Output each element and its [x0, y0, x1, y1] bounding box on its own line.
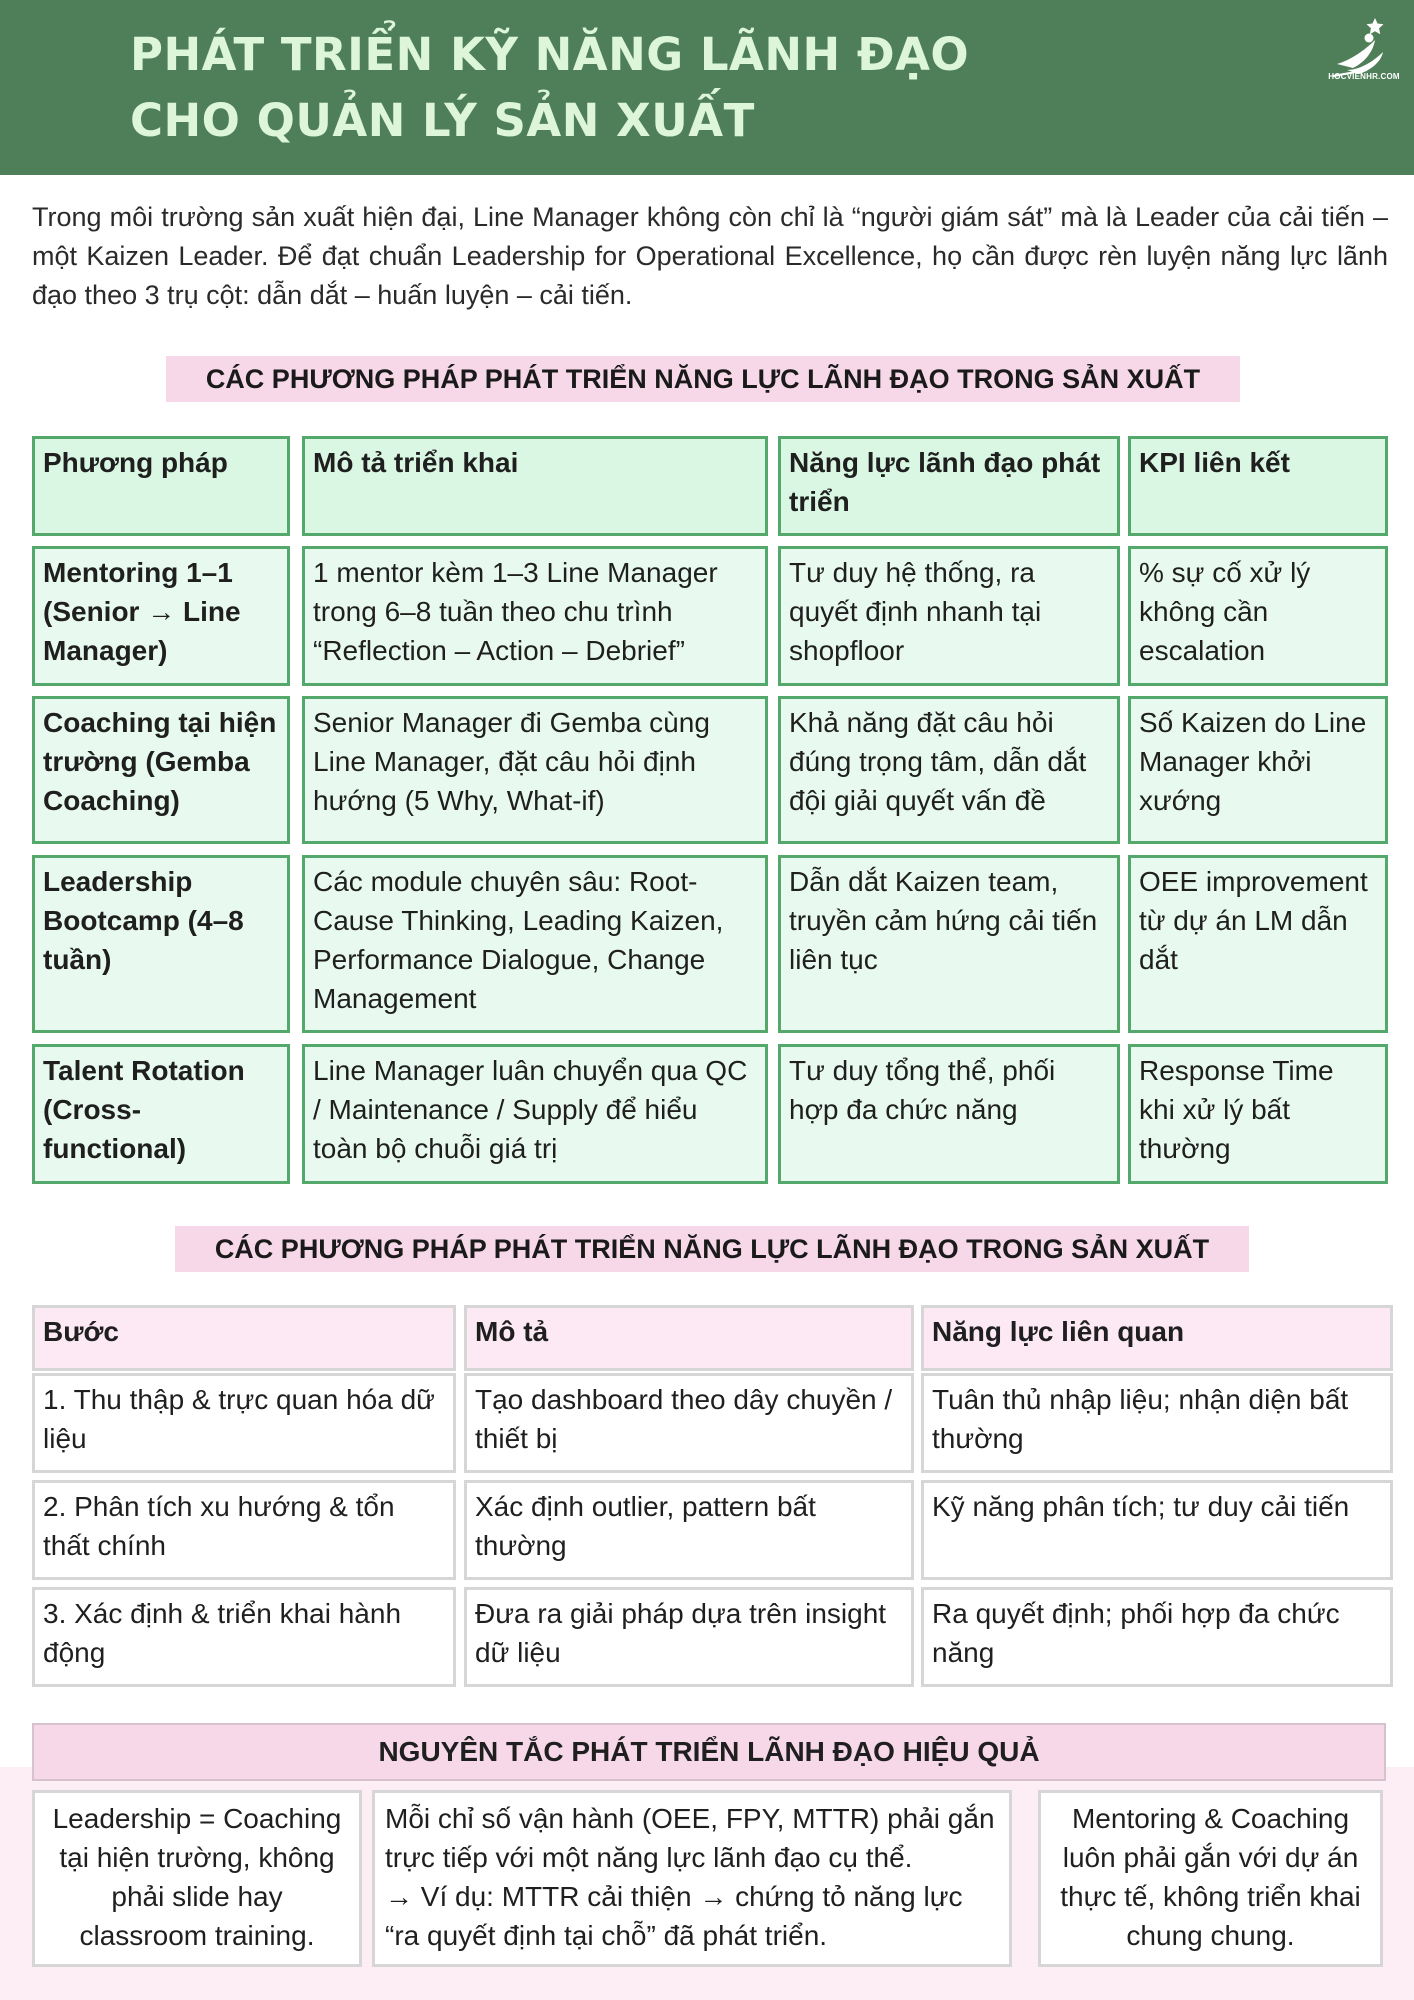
principle-middle-line-1: Mỗi chỉ số vận hành (OEE, FPY, MTTR) phải gắn trực tiếp với một năng lực lãnh đạo cụ thể. [385, 1803, 995, 1873]
principles-title: NGUYÊN TẮC PHÁT TRIỂN LÃNH ĐẠO HIỆU QUẢ [32, 1723, 1386, 1781]
principle-box-right: Mentoring & Coaching luôn phải gắn với dự án thực tế, không triển khai chung chung. [1038, 1790, 1383, 1967]
table-header-cell: KPI liên kết [1128, 436, 1388, 536]
intro-paragraph: Trong môi trường sản xuất hiện đại, Line Manager không còn chỉ là “người giám sát” mà là Leader của cải tiến – một Kaizen Leader. Để đạt chuẩn Leadership for Operational Excellence, họ cần được rèn luyện năng lực lãnh đạo theo 3 trụ cột: dẫn dắt – huấn luyện – cải tiến. [32, 202, 1388, 310]
table-cell: OEE improvement từ dự án LM dẫn dắt [1128, 855, 1388, 1033]
table-cell: Số Kaizen do Line Manager khởi xướng [1128, 696, 1388, 844]
table-cell: Tư duy hệ thống, ra quyết định nhanh tại shopfloor [778, 546, 1120, 686]
principle-middle-line-2: → Ví dụ: MTTR cải thiện → chứng tỏ năng lực “ra quyết định tại chỗ” đã phát triển. [385, 1881, 963, 1951]
table-cell: Response Time khi xử lý bất thường [1128, 1044, 1388, 1184]
table-cell: Tư duy tổng thể, phối hợp đa chức năng [778, 1044, 1120, 1184]
table-cell: Khả năng đặt câu hỏi đúng trọng tâm, dẫn dắt đội giải quyết vấn đề [778, 696, 1120, 844]
table-cell: 2. Phân tích xu hướng & tổn thất chính [32, 1480, 456, 1580]
page-header [0, 0, 1414, 175]
page-title-line-2: CHO QUẢN LÝ SẢN XUẤT [130, 94, 755, 147]
page-title-line-1: PHÁT TRIỂN KỸ NĂNG LÃNH ĐẠO [130, 28, 970, 81]
table-cell: Tuân thủ nhập liệu; nhận diện bất thường [921, 1373, 1393, 1473]
section-1-title: CÁC PHƯƠNG PHÁP PHÁT TRIỂN NĂNG LỰC LÃNH ĐẠO TRONG SẢN XUẤT [166, 356, 1240, 402]
table-cell: Dẫn dắt Kaizen team, truyền cảm hứng cải tiến liên tục [778, 855, 1120, 1033]
table-cell-method: Leadership Bootcamp (4–8 tuần) [32, 855, 290, 1033]
table-header-cell: Năng lực liên quan [921, 1305, 1393, 1371]
table-cell: 1. Thu thập & trực quan hóa dữ liệu [32, 1373, 456, 1473]
principle-box-middle [372, 1790, 1012, 1967]
table-cell: Senior Manager đi Gemba cùng Line Manager, đặt câu hỏi định hướng (5 Why, What-if) [302, 696, 768, 844]
table-header-cell: Phương pháp [32, 436, 290, 536]
table-header-cell: Mô tả triển khai [302, 436, 768, 536]
table-header-cell: Năng lực lãnh đạo phát triển [778, 436, 1120, 536]
table-cell: % sự cố xử lý không cần escalation [1128, 546, 1388, 686]
logo-text: HOCVIENHR.COM [1328, 72, 1400, 81]
table-cell: Ra quyết định; phối hợp đa chức năng [921, 1587, 1393, 1687]
table-header-cell: Bước [32, 1305, 456, 1371]
table-cell: Kỹ năng phân tích; tư duy cải tiến [921, 1480, 1393, 1580]
table-cell: Xác định outlier, pattern bất thường [464, 1480, 914, 1580]
table-header-cell: Mô tả [464, 1305, 914, 1371]
table-cell: Đưa ra giải pháp dựa trên insight dữ liệu [464, 1587, 914, 1687]
table-cell: Line Manager luân chuyển qua QC / Maintenance / Supply để hiểu toàn bộ chuỗi giá trị [302, 1044, 768, 1184]
section-2-title: CÁC PHƯƠNG PHÁP PHÁT TRIỂN NĂNG LỰC LÃNH ĐẠO TRONG SẢN XUẤT [175, 1226, 1249, 1272]
table-cell-method: Talent Rotation (Cross-functional) [32, 1044, 290, 1184]
table-cell: Các module chuyên sâu: Root-Cause Thinking, Leading Kaizen, Performance Dialogue, Change Management [302, 855, 768, 1033]
table-cell: 3. Xác định & triển khai hành động [32, 1587, 456, 1687]
table-cell: Tạo dashboard theo dây chuyền / thiết bị [464, 1373, 914, 1473]
table-cell-method: Mentoring 1–1 (Senior → Line Manager) [32, 546, 290, 686]
table-cell: 1 mentor kèm 1–3 Line Manager trong 6–8 tuần theo chu trình “Reflection – Action – Debrief” [302, 546, 768, 686]
table-cell-method: Coaching tại hiện trường (Gemba Coaching) [32, 696, 290, 844]
principle-box-left: Leadership = Coaching tại hiện trường, không phải slide hay classroom training. [32, 1790, 362, 1967]
